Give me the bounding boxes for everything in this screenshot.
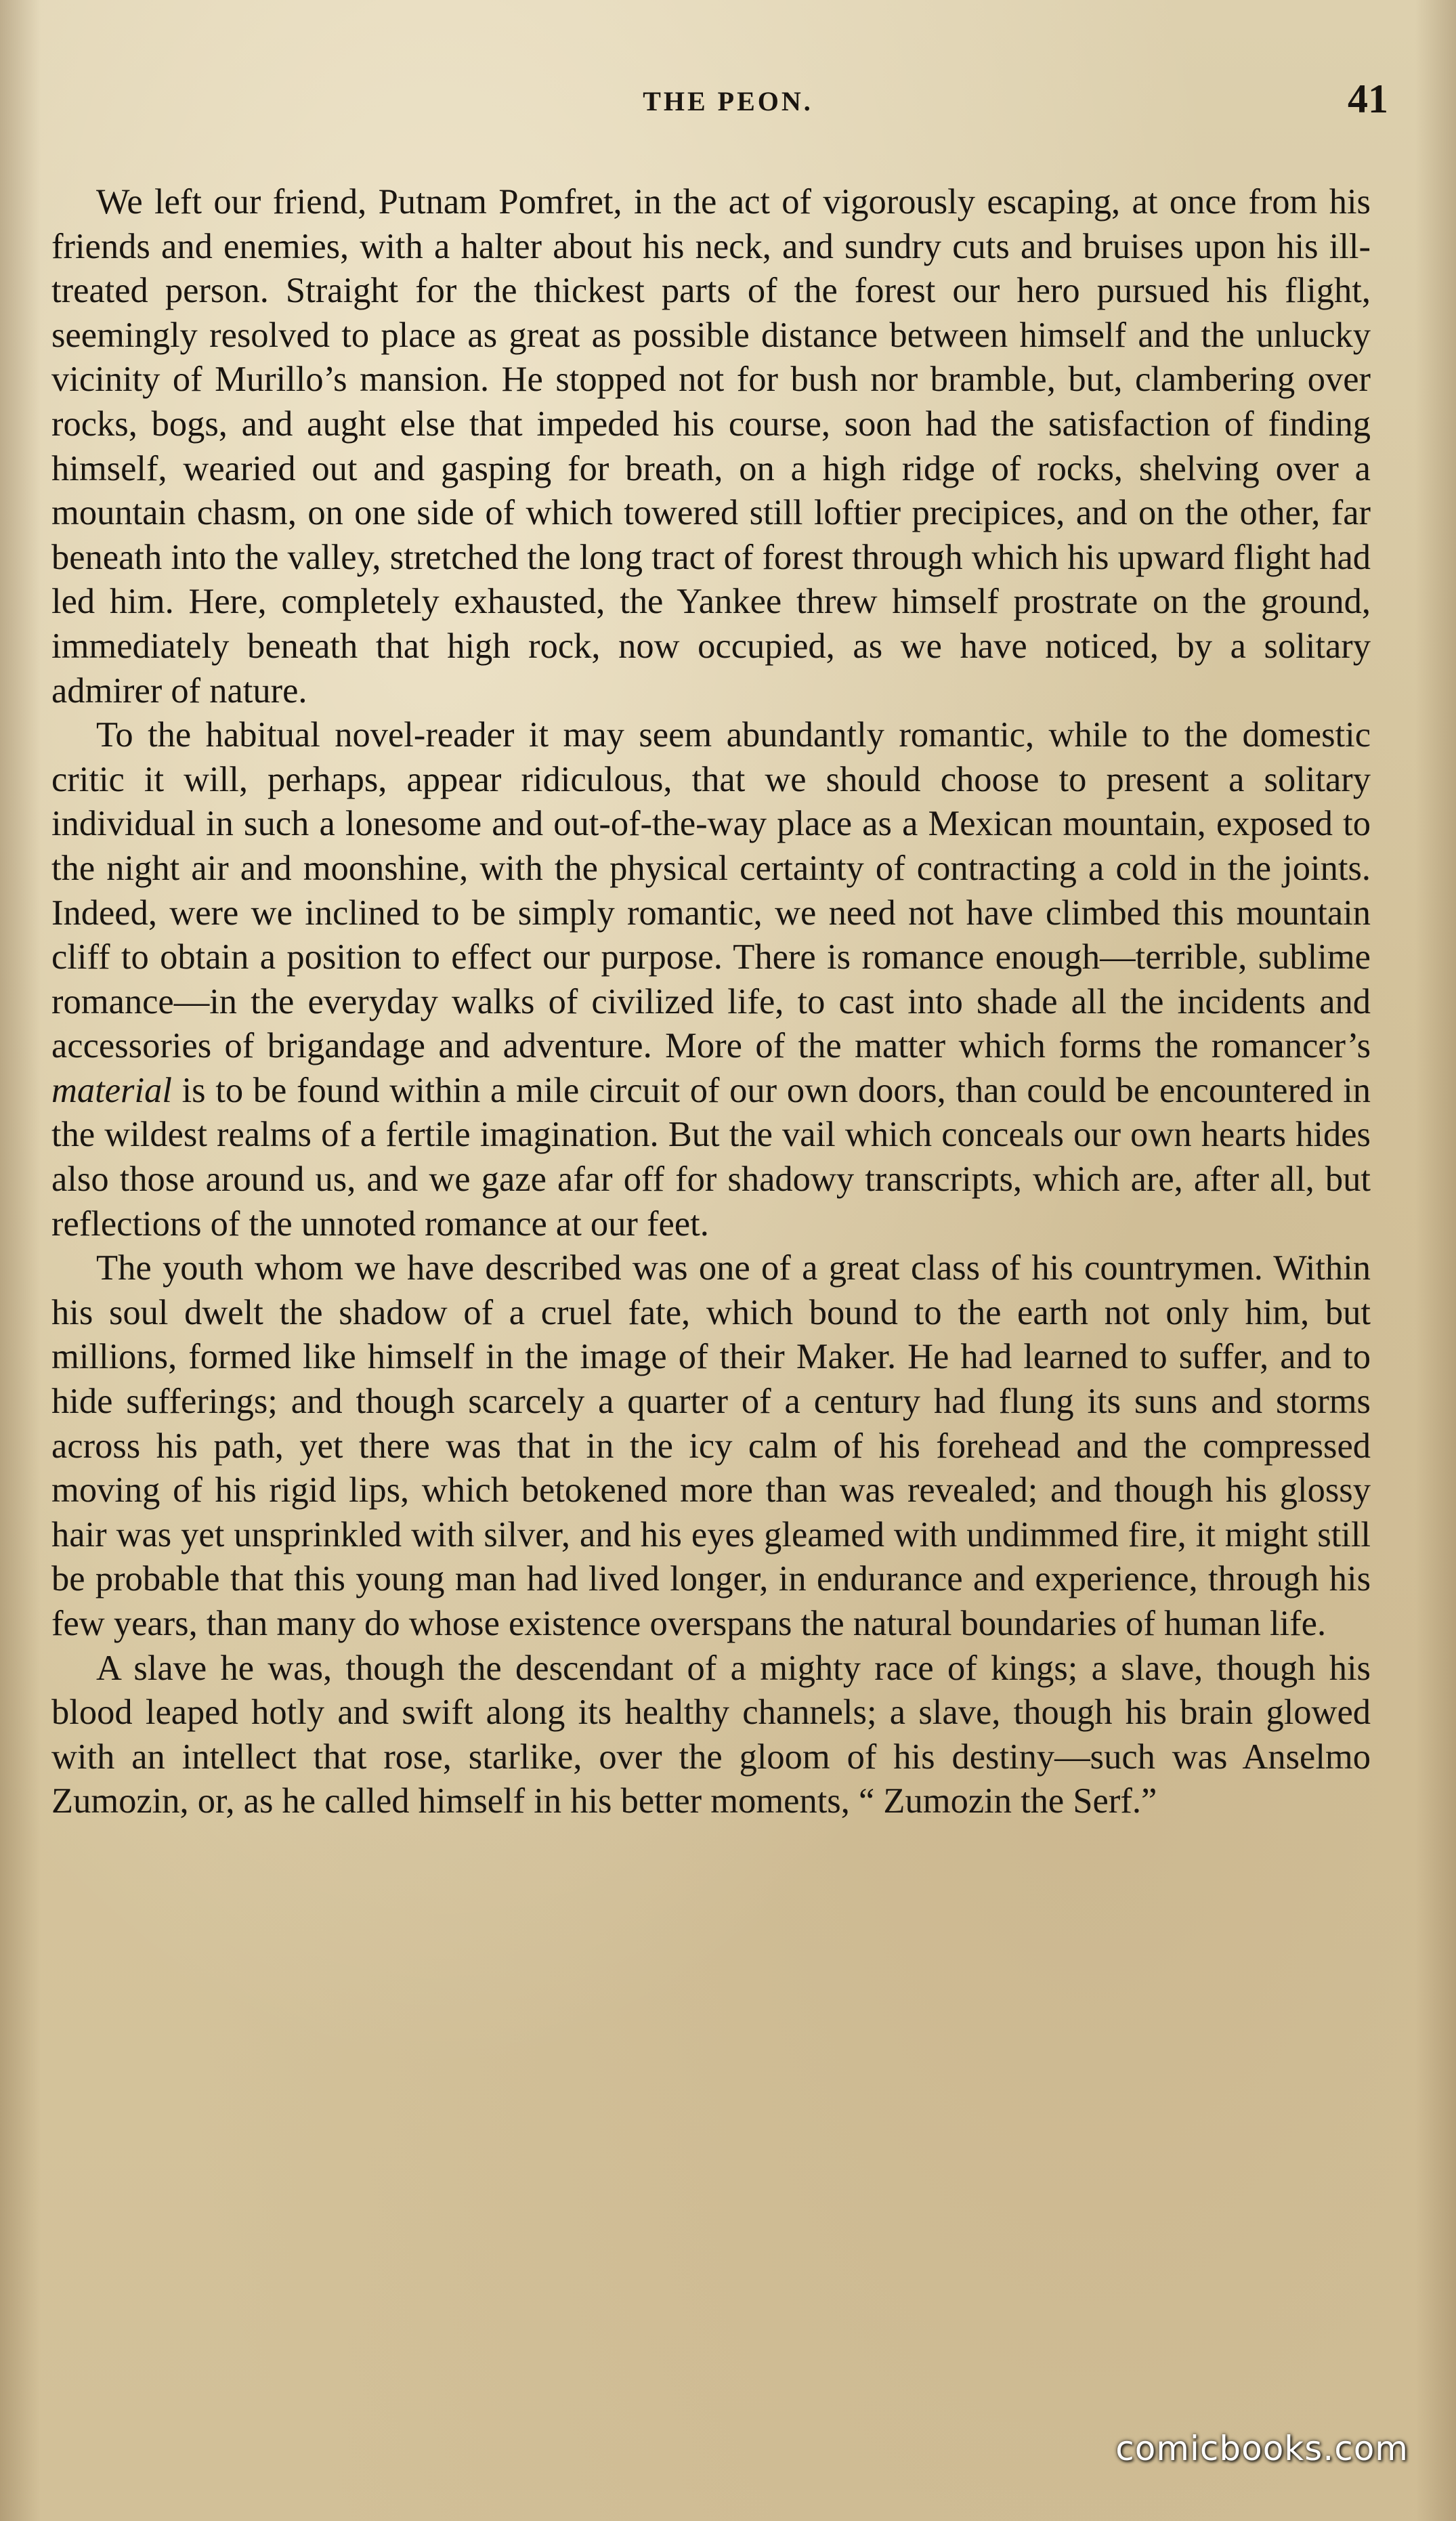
paragraph-2-part-1: To the habitual novel-reader it may seem abundantly romantic, while to the domestic critic it will, perhaps, appear ridiculous, that we should choose to present a solitary individual in such a lonesome and out-of-the-way place as a Mexican mountain, exposed to the night air and moonshine, with the physical certainty of contracting a cold in the joints. Indeed, were we inclined to be simply romantic, we need not have climbed this mountain cliff to obtain a position to effect our purpose. There is romance enough—terrible, sublime romance—in the everyday walks of civilized life, to cast into shade all the incidents and accessories of brigandage and adventure. More of the matter which forms the romancer’s: [51, 715, 1371, 1066]
paragraph-2: [51, 713, 1371, 1246]
watermark: comicbooks.com: [1115, 2429, 1409, 2468]
paragraph-4: A slave he was, though the descendant of a mighty race of kings; a slave, though his blood leaped hotly and swift along its healthy channels; a slave, though his brain glowed with an intellect that rose, starlike, over the gloom of his destiny—such was Anselmo Zumozin, or, as he called himself in his better moments, “ Zumozin the Serf.”: [51, 1648, 1371, 1821]
page-edge-shadow-right: [1415, 0, 1456, 2521]
page-number: 41: [1348, 77, 1388, 121]
paragraph-2-part-2: is to be found within a mile circuit of our own doors, than could be encountered in the wildest realms of a fertile imagination. But the vail which conceals our own hearts hides also those around us, and we gaze afar off for shadowy transcripts, which are, after all, but reflections of the unnoted romance at our feet.: [51, 1070, 1371, 1244]
body-text: [51, 180, 1371, 1824]
page-header: [54, 76, 1402, 130]
page-edge-shadow-left: [0, 0, 41, 2521]
paragraph-1: We left our friend, Putnam Pomfret, in the act of vigorously escaping, at once from his friends and enemies, with a halter about his neck, and sundry cuts and bruises upon his ill-treated person. Straight for the thickest parts of the forest our hero pursued his flight, seemingly resolved to place as great as possible distance between himself and the unlucky vicinity of Murillo’s mansion. He stopped not for bush nor bramble, but, clambering over rocks, bogs, and aught else that impeded his course, soon had the satisfaction of finding himself, wearied out and gasping for breath, on a high ridge of rocks, shelving over a mountain chasm, on one side of which towered still loftier precipices, and on the other, far beneath into the valley, stretched the long tract of forest through which his upward flight had led him. Here, completely exhausted, the Yankee threw himself prostrate on the ground, immediately beneath that high rock, now occupied, as we have noticed, by a solitary admirer of nature.: [51, 182, 1371, 711]
running-head: THE PEON.: [643, 86, 813, 116]
italic-word-material: material: [51, 1070, 172, 1110]
paragraph-3: The youth whom we have described was one of a great class of his countrymen. Within his soul dwelt the shadow of a cruel fate, which bound to the earth not only him, but millions, formed like himself in the image of their Maker. He had learned to suffer, and to hide sufferings; and though scarcely a quarter of a century had flung its suns and storms across his path, yet there was that in the icy calm of his forehead and the compressed moving of his rigid lips, which betokened more than was revealed; and though his glossy hair was yet unsprinkled with silver, and his eyes gleamed with undimmed fire, it might still be probable that this young man had lived longer, in endurance and experience, through his few years, than many do whose existence overspans the natural boundaries of human life.: [51, 1248, 1371, 1643]
